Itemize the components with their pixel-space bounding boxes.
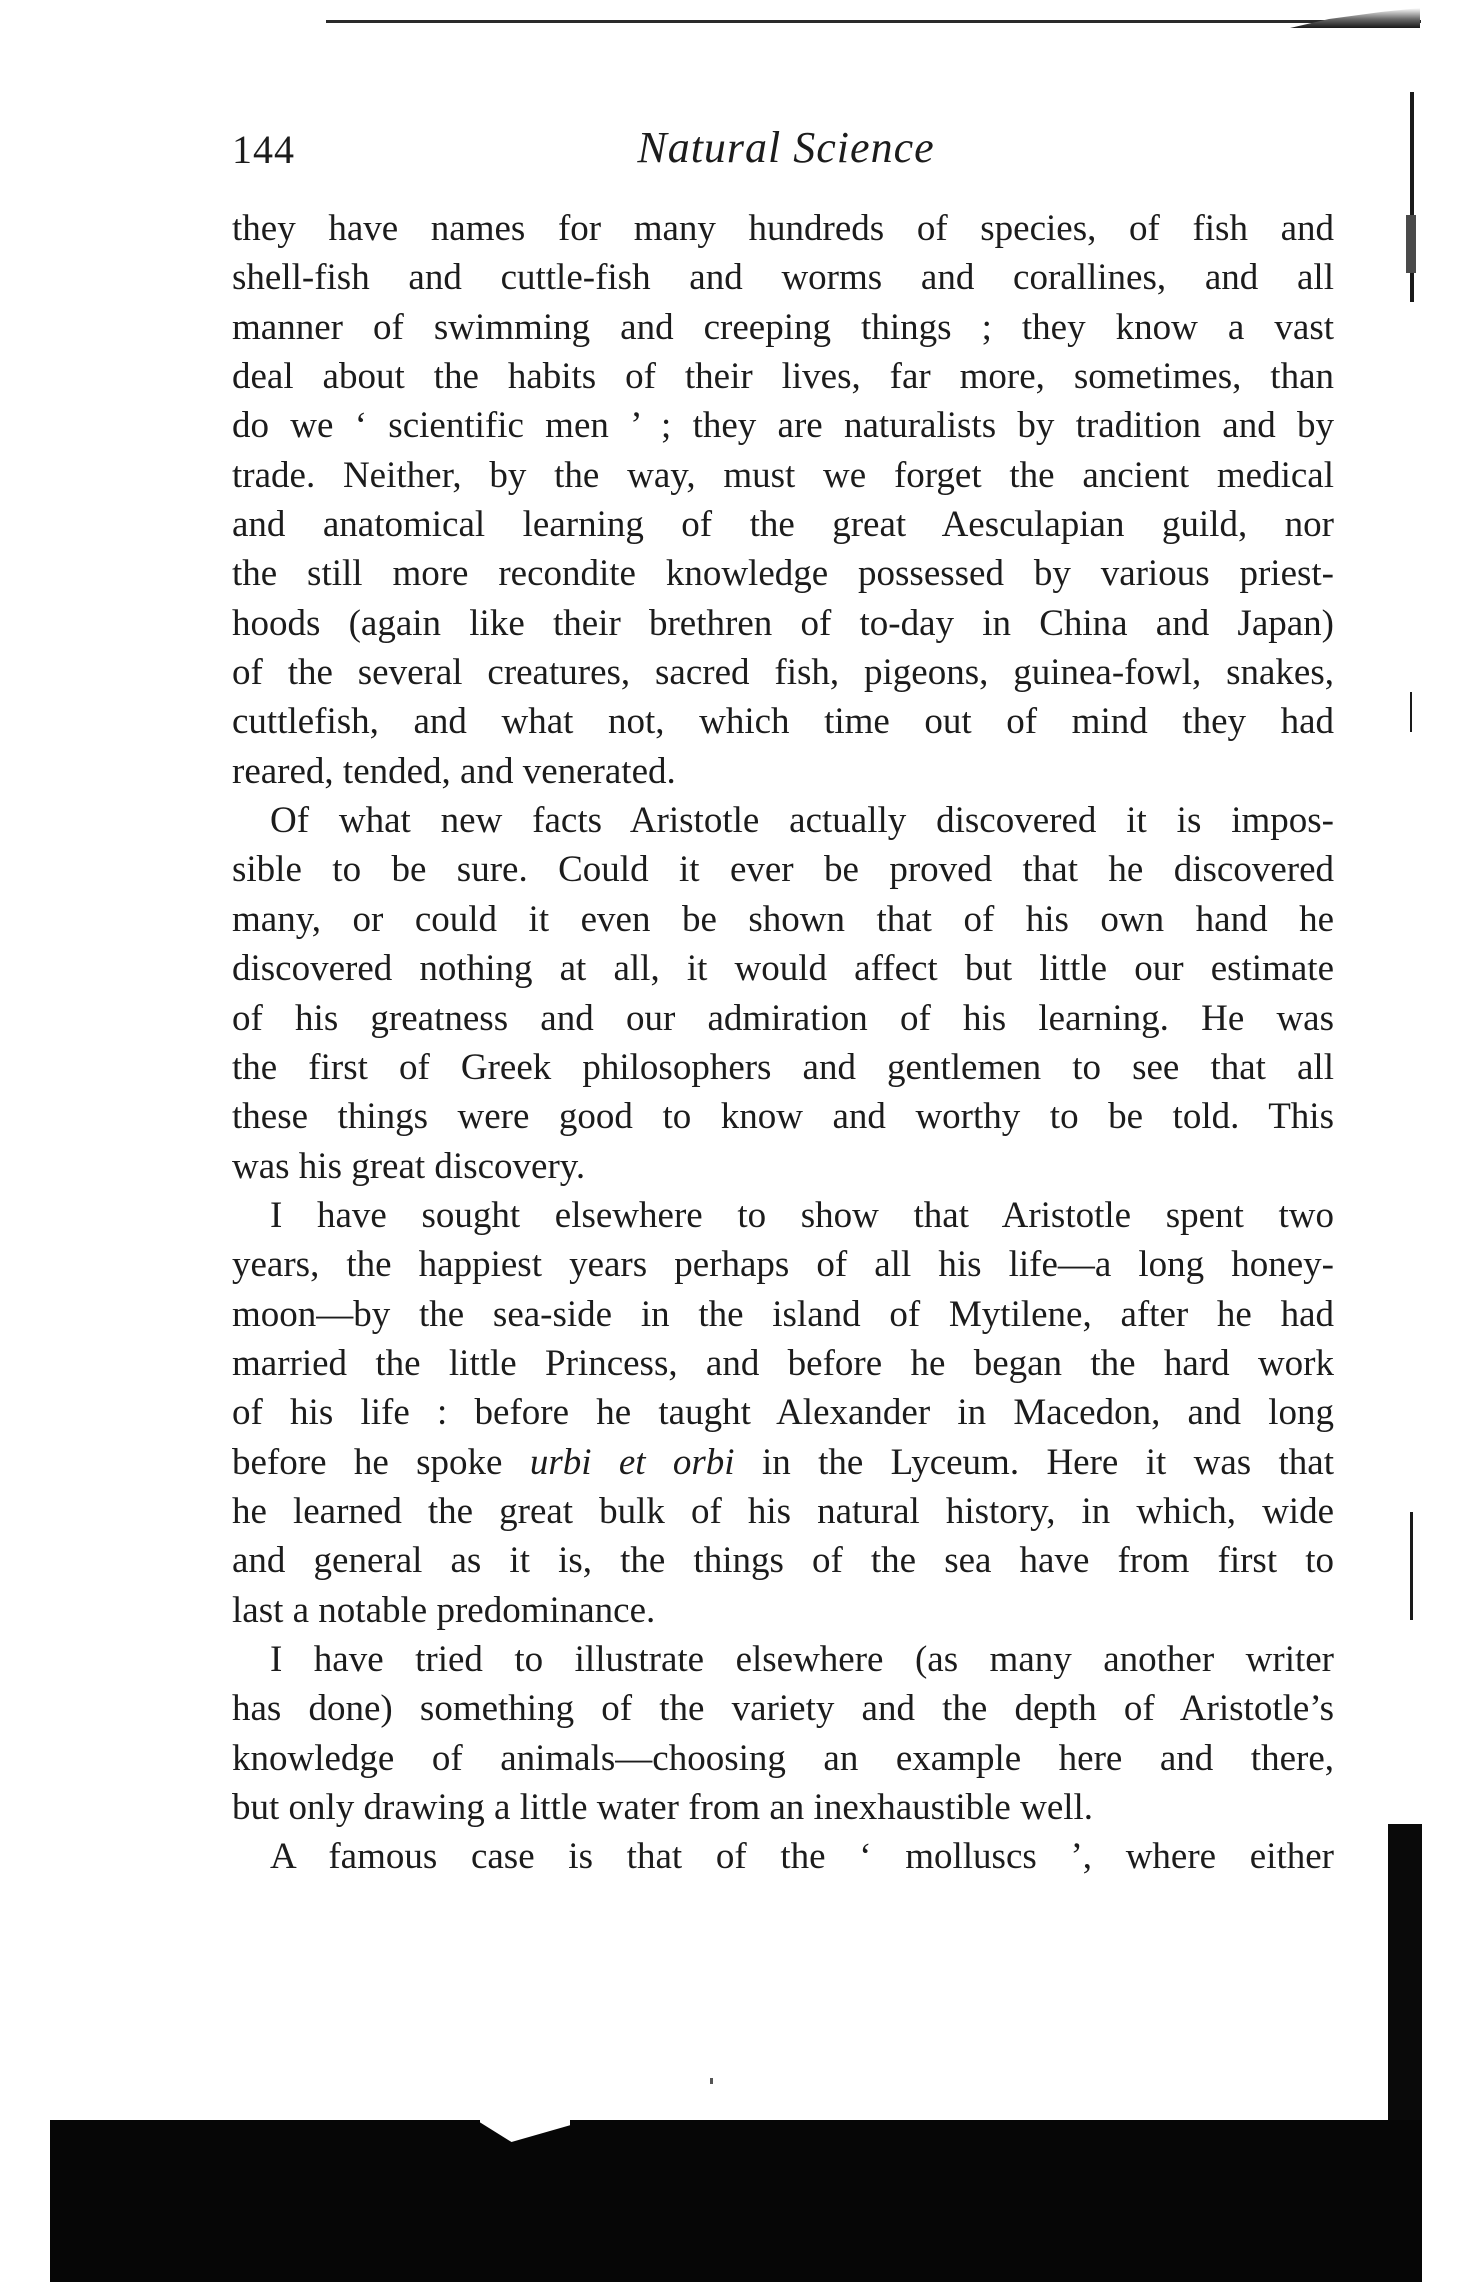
top-scan-rule bbox=[326, 20, 1421, 23]
text-line: moon—by the sea-side in the island of Mytilene, after he had bbox=[232, 1293, 1334, 1335]
text-line: shell-fish and cuttle-fish and worms and corallines, and all bbox=[232, 257, 1334, 299]
text-line: do we ‘ scientific men ’ ; they are naturalists by tradition and by bbox=[232, 405, 1334, 447]
text-line: discovered nothing at all, it would affect but little our estimate bbox=[232, 948, 1334, 990]
text-line: and general as it is, the things of the sea have from first to bbox=[232, 1540, 1334, 1582]
body-text bbox=[232, 204, 1334, 1882]
text-line: but only drawing a little water from an inexhaustible well. bbox=[232, 1787, 1094, 1828]
running-title: Natural Science bbox=[637, 123, 935, 172]
text-line: years, the happiest years perhaps of all his life—a long honey- bbox=[232, 1244, 1334, 1286]
margin-scan-mark bbox=[1410, 692, 1412, 732]
top-scan-smudge bbox=[1290, 8, 1420, 28]
text-line: has done) something of the variety and the depth of Aristotle’s bbox=[232, 1688, 1334, 1730]
text-line: he learned the great bulk of his natural history, in which, wide bbox=[232, 1490, 1334, 1532]
text-line: trade. Neither, by the way, must we forget the ancient medical bbox=[232, 454, 1334, 496]
margin-scan-mark bbox=[1410, 1512, 1413, 1620]
text-line: the first of Greek philosophers and gentlemen to see that all bbox=[232, 1046, 1334, 1088]
text-line: and anatomical learning of the great Aesculapian guild, nor bbox=[232, 504, 1334, 546]
text-line: deal about the habits of their lives, far more, sometimes, than bbox=[232, 356, 1334, 398]
text-line: A famous case is that of the ‘ molluscs ’, where either bbox=[270, 1836, 1334, 1878]
text-line: cuttlefish, and what not, which time out of mind they had bbox=[232, 701, 1334, 743]
text-line: of his life : before he taught Alexander in Macedon, and long bbox=[232, 1392, 1334, 1434]
text-line: before he spoke urbi et orbi in the Lyceum. Here it was that bbox=[232, 1441, 1334, 1483]
text-line: hoods (again like their brethren of to-day in China and Japan) bbox=[232, 602, 1334, 644]
page-number: 144 bbox=[232, 127, 295, 172]
binding-shadow-right bbox=[1388, 1824, 1422, 2124]
text-line: of his greatness and our admiration of his learning. He was bbox=[232, 997, 1334, 1039]
page-header bbox=[232, 118, 1340, 188]
text-line: I have sought elsewhere to show that Aristotle spent two bbox=[270, 1194, 1334, 1236]
text-line: manner of swimming and creeping things ; they know a vast bbox=[232, 306, 1334, 348]
text-line: they have names for many hundreds of species, of fish and bbox=[232, 208, 1334, 249]
paragraph bbox=[232, 204, 1334, 796]
binding-shadow-bottom bbox=[50, 2120, 1422, 2282]
scan-speck bbox=[710, 2078, 713, 2084]
text-line: the still more recondite knowledge possessed by various priest- bbox=[232, 553, 1334, 595]
text-line: knowledge of animals—choosing an example here and there, bbox=[232, 1737, 1334, 1779]
text-line: of the several creatures, sacred fish, pigeons, guinea-fowl, snakes, bbox=[232, 652, 1334, 694]
text-line: reared, tended, and venerated. bbox=[232, 750, 676, 792]
text-line: Of what new facts Aristotle actually discovered it is impos- bbox=[270, 800, 1334, 842]
text-line: was his great discovery. bbox=[232, 1145, 586, 1187]
text-line: I have tried to illustrate elsewhere (as many another writer bbox=[270, 1638, 1334, 1680]
text-line: these things were good to know and worthy to be told. This bbox=[232, 1096, 1334, 1138]
text-line: many, or could it even be shown that of his own hand he bbox=[232, 898, 1334, 940]
paragraph bbox=[232, 796, 1334, 1191]
text-line: last a notable predominance. bbox=[232, 1589, 656, 1631]
paragraph bbox=[232, 1635, 1334, 1832]
paragraph bbox=[232, 1191, 1334, 1635]
margin-scan-mark bbox=[1406, 215, 1416, 273]
paragraph bbox=[232, 1832, 1334, 1881]
text-line: married the little Princess, and before he began the hard work bbox=[232, 1342, 1334, 1384]
text-line: sible to be sure. Could it ever be proved that he discovered bbox=[232, 849, 1334, 891]
